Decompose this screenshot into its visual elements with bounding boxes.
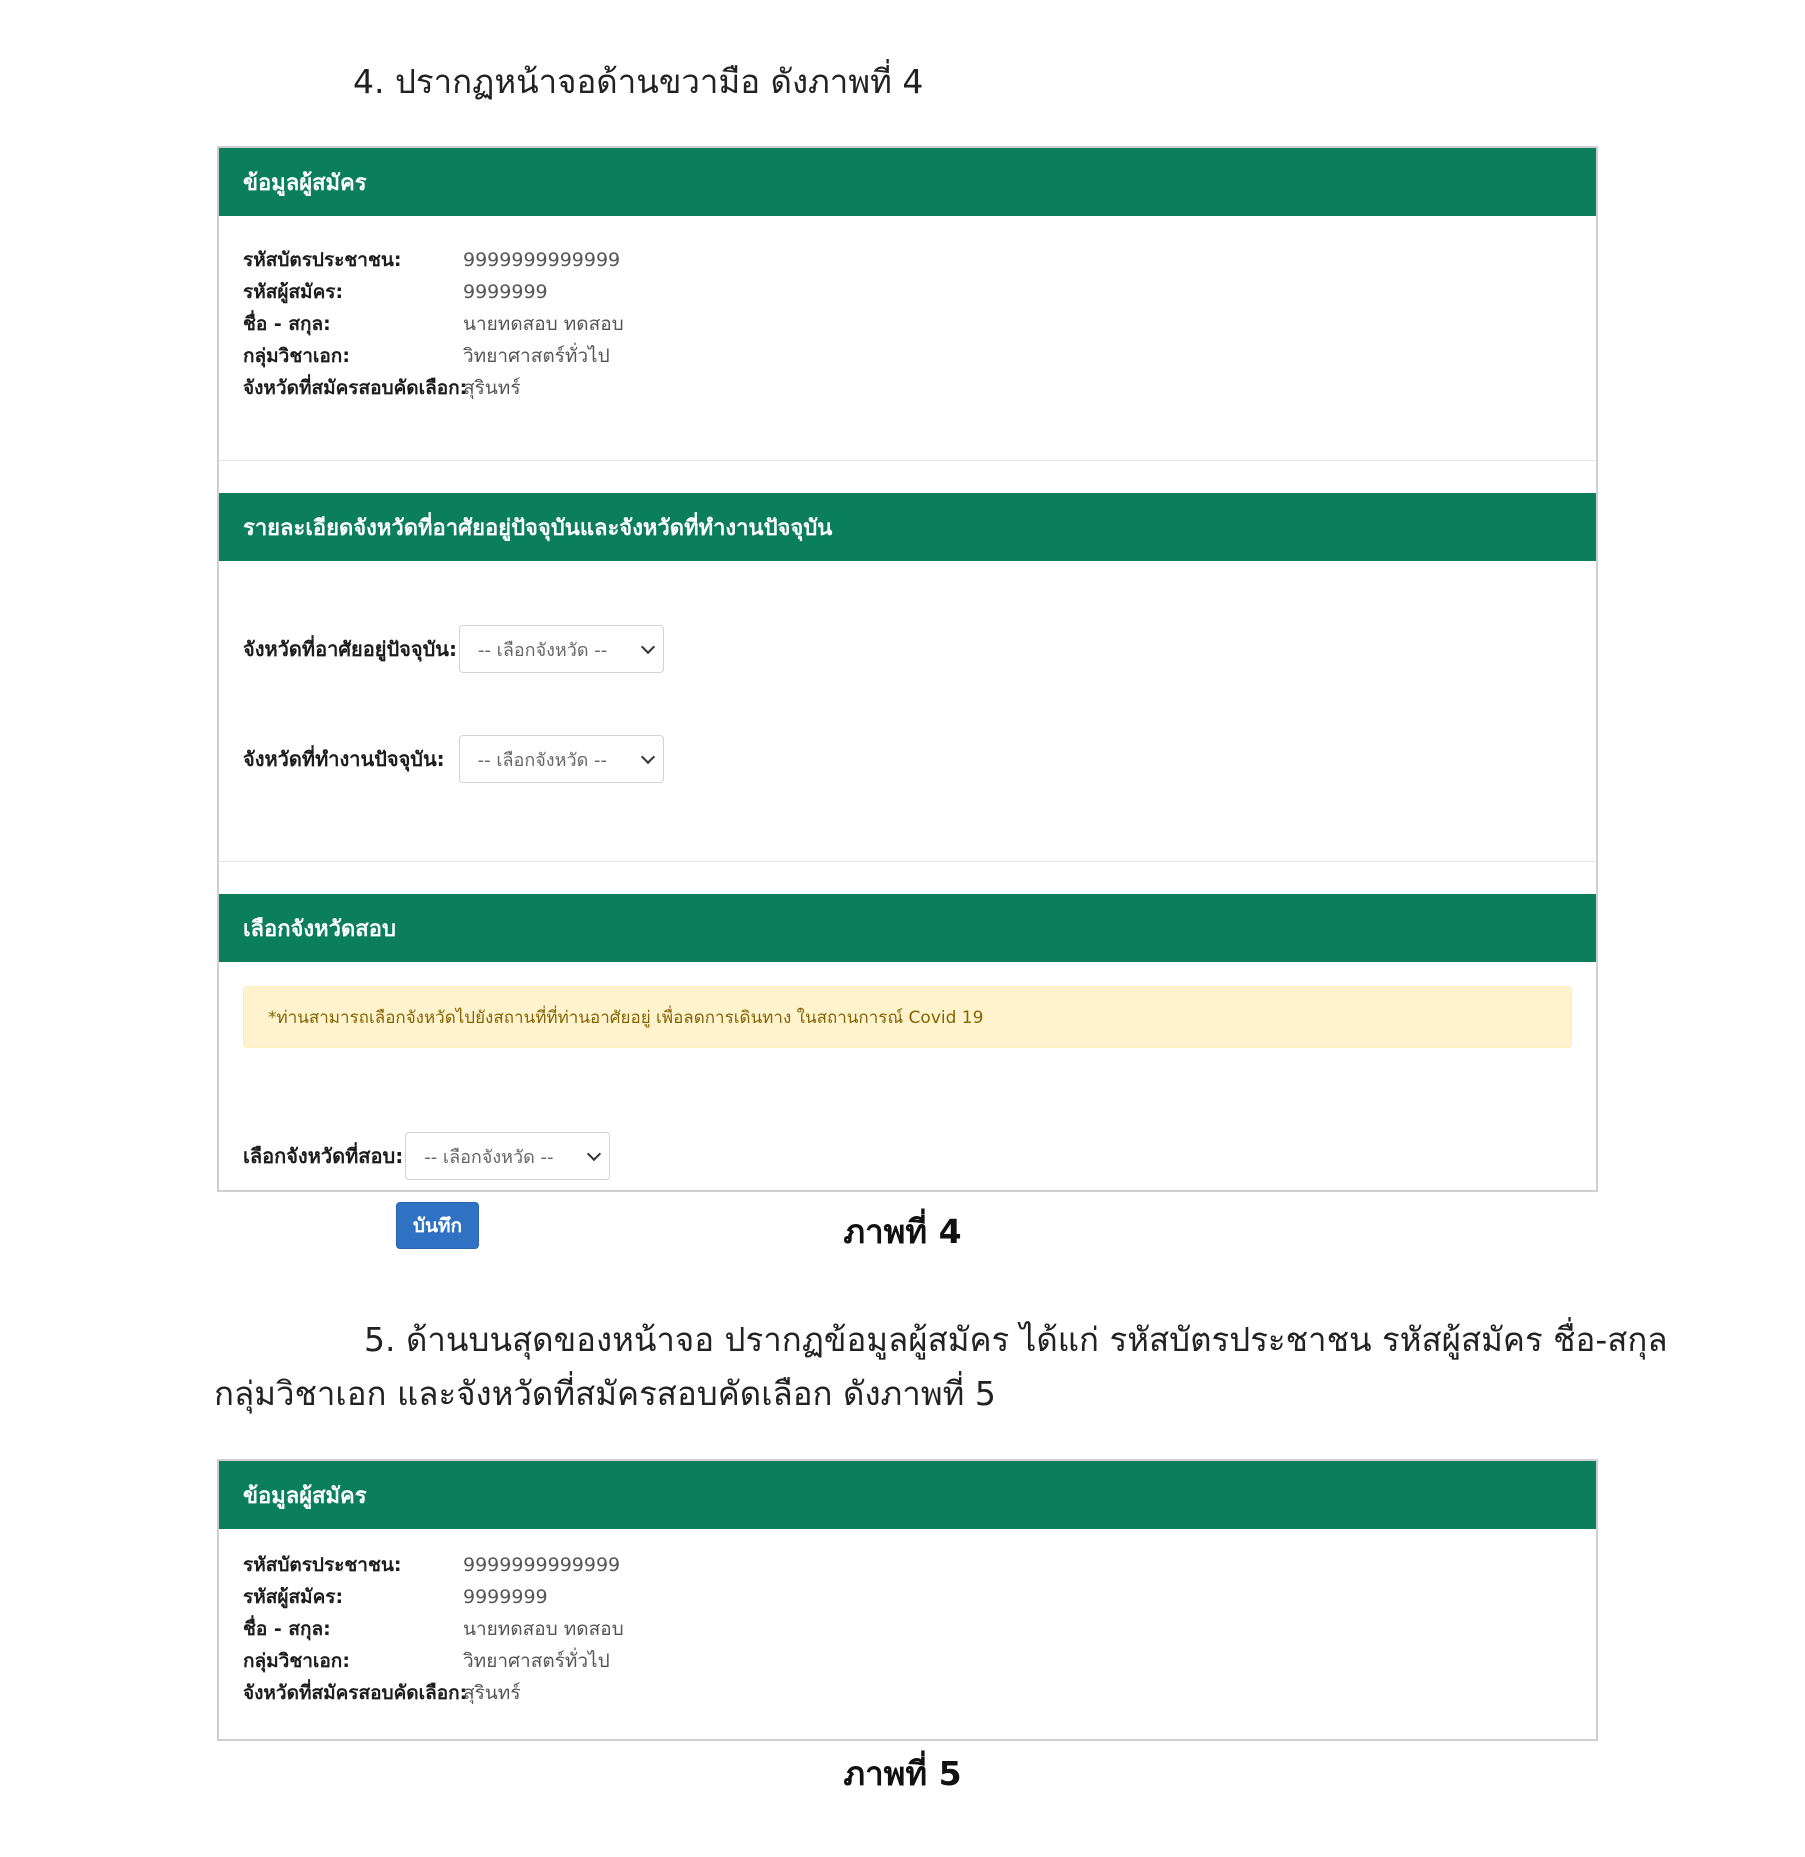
applicant-info-header: ข้อมูลผู้สมัคร <box>219 1461 1596 1529</box>
covid-notice: *ท่านสามารถเลือกจังหวัดไปยังสถานที่ที่ท่านอาศัยอยู่ เพื่อลดการเดินทาง ในสถานการณ์ Covid 19 <box>243 986 1572 1048</box>
info-value: สุรินทร์ <box>463 1682 521 1704</box>
info-label: รหัสบัตรประชาชน: <box>243 1554 402 1576</box>
step-5-text-line-2: กลุ่มวิชาเอก และจังหวัดที่สมัครสอบคัดเลือก ดังภาพที่ 5 <box>214 1374 996 1413</box>
info-value: วิทยาศาสตร์ทั่วไป <box>463 1650 610 1672</box>
info-row-major <box>243 340 1596 372</box>
working-province-row <box>219 735 664 783</box>
figure-5-screenshot <box>217 1459 1598 1741</box>
working-province-label: จังหวัดที่ทำงานปัจจุบัน: <box>243 747 445 771</box>
exam-province-header: เลือกจังหวัดสอบ <box>219 894 1596 962</box>
info-label: รหัสผู้สมัคร: <box>243 281 344 303</box>
applicant-info-body <box>219 1529 1596 1733</box>
chevron-down-icon <box>587 1146 601 1160</box>
residence-body <box>219 561 1596 861</box>
step-4-text: 4. ปรากฏหน้าจอด้านขวามือ ดังภาพที่ 4 <box>353 62 924 101</box>
info-label: กลุ่มวิชาเอก: <box>243 345 350 367</box>
living-province-row <box>219 625 664 673</box>
info-value: นายทดสอบ ทดสอบ <box>463 313 624 335</box>
info-row-id-card <box>243 1549 1596 1581</box>
select-value: -- เลือกจังหวัด -- <box>477 749 607 771</box>
exam-province-row <box>219 1132 610 1180</box>
living-province-label: จังหวัดที่อาศัยอยู่ปัจจุบัน: <box>243 637 457 661</box>
select-value: -- เลือกจังหวัด -- <box>424 1146 554 1168</box>
figure-5-caption: ภาพที่ 5 <box>843 1754 962 1793</box>
info-label: จังหวัดที่สมัครสอบคัดเลือก: <box>243 377 468 399</box>
info-label: จังหวัดที่สมัครสอบคัดเลือก: <box>243 1682 468 1704</box>
info-row-applicant-code <box>243 1581 1596 1613</box>
exam-province-select[interactable] <box>405 1132 610 1180</box>
info-row-major <box>243 1645 1596 1677</box>
info-value: นายทดสอบ ทดสอบ <box>463 1618 624 1640</box>
save-button[interactable]: บันทึก <box>396 1202 479 1249</box>
info-value: 9999999 <box>463 1586 548 1608</box>
info-row-name <box>243 308 1596 340</box>
select-value: -- เลือกจังหวัด -- <box>477 639 608 661</box>
step-5-text-line-1: 5. ด้านบนสุดของหน้าจอ ปรากฏข้อมูลผู้สมัคร ได้แก่ รหัสบัตรประชาชน รหัสผู้สมัคร ชื่อ-สกุล <box>364 1320 1668 1359</box>
info-row-applicant-code <box>243 276 1596 308</box>
info-row-name <box>243 1613 1596 1645</box>
info-label: ชื่อ - สกุล: <box>243 313 331 335</box>
info-value: 9999999999999 <box>463 249 621 271</box>
info-row-id-card <box>243 244 1596 276</box>
info-label: ชื่อ - สกุล: <box>243 1618 331 1640</box>
exam-province-label: เลือกจังหวัดที่สอบ: <box>243 1144 404 1168</box>
applicant-info-header: ข้อมูลผู้สมัคร <box>219 148 1596 216</box>
info-value: 9999999999999 <box>463 1554 621 1576</box>
info-label: รหัสผู้สมัคร: <box>243 1586 344 1608</box>
info-value: วิทยาศาสตร์ทั่วไป <box>463 345 610 367</box>
chevron-down-icon <box>641 749 655 763</box>
chevron-down-icon <box>641 639 655 653</box>
working-province-select[interactable] <box>459 735 664 783</box>
figure-4-caption: ภาพที่ 4 <box>843 1212 962 1251</box>
info-label: รหัสบัตรประชาชน: <box>243 249 402 271</box>
info-row-exam-province <box>243 1677 1596 1709</box>
residence-header: รายละเอียดจังหวัดที่อาศัยอยู่ปัจจุบันและจังหวัดที่ทำงานปัจจุบัน <box>219 493 1596 561</box>
applicant-info-body <box>219 216 1596 460</box>
living-province-select[interactable] <box>459 625 664 673</box>
info-label: กลุ่มวิชาเอก: <box>243 1650 350 1672</box>
info-value: สุรินทร์ <box>463 377 521 399</box>
info-value: 9999999 <box>463 281 548 303</box>
info-row-exam-province <box>243 372 1596 404</box>
